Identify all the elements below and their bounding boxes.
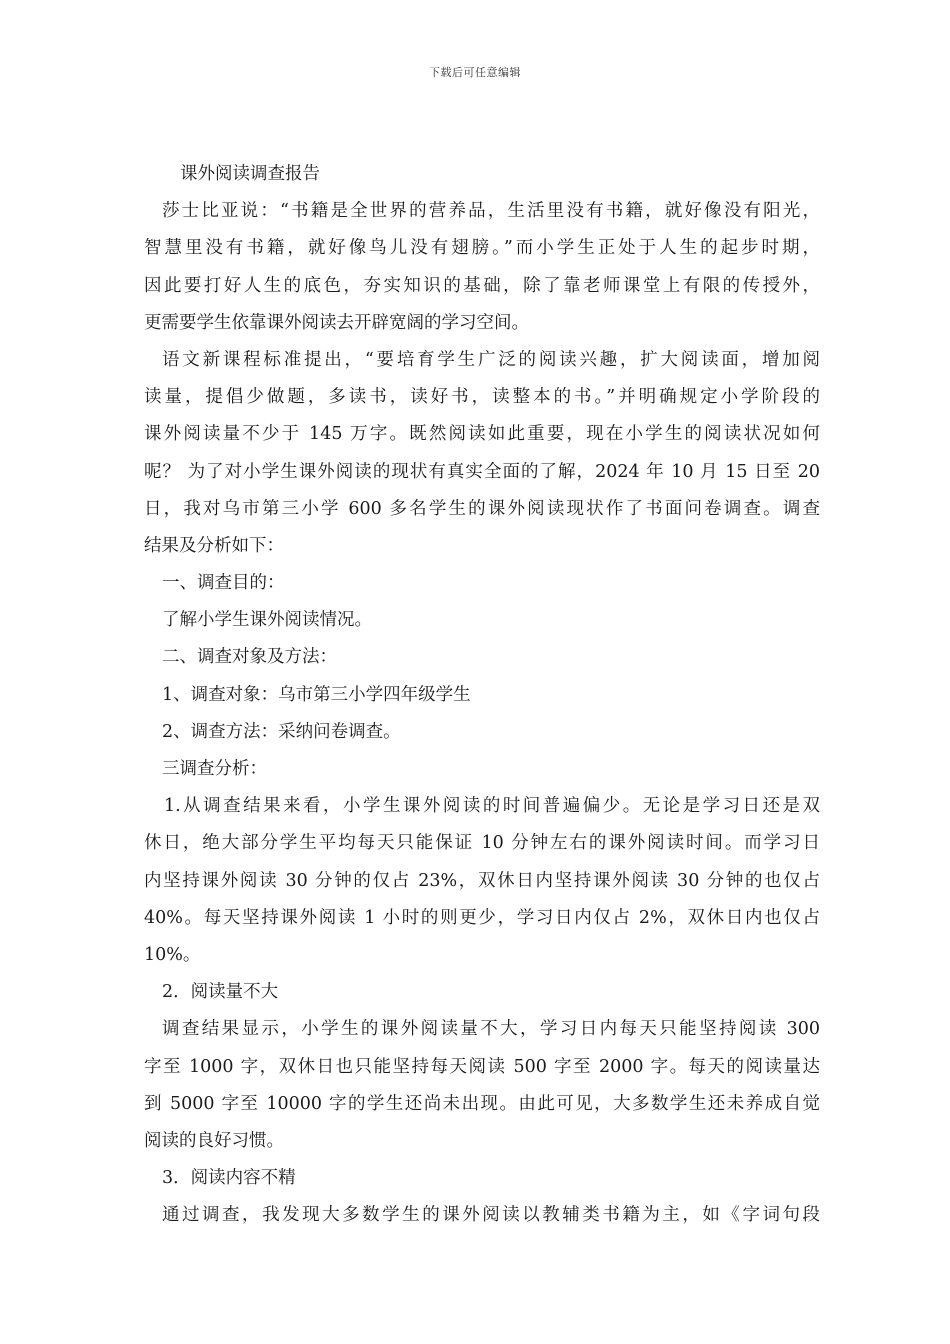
- page-header-note: 下载后可任意编辑: [429, 66, 521, 79]
- paragraph-line: 内坚持课外阅读 30 分钟的仅占 23%，双休日内坚持课外阅读 30 分钟的也仅占: [144, 870, 820, 891]
- paragraph-line: 因此要打好人生的底色，夯实知识的基础，除了靠老师课堂上有限的传授外，: [144, 275, 820, 296]
- paragraph-line: 语文新课程标准提出，“要培育学生广泛的阅读兴趣，扩大阅读面，增加阅: [162, 349, 820, 370]
- paragraph-line: 课外阅读量不少于 145 万字。既然阅读如此重要，现在小学生的阅读状况如何: [144, 424, 820, 445]
- paragraph-line: 日，我对乌市第三小学 600 多名学生的课外阅读现状作了书面问卷调查。调查: [144, 498, 820, 519]
- section-heading: 3．阅读内容不精: [162, 1168, 296, 1189]
- section-heading: 三调查分析：: [162, 759, 267, 779]
- section-heading: 二、调查对象及方法：: [162, 647, 337, 668]
- list-item: 1、调查对象：乌市第三小学四年级学生: [162, 684, 471, 705]
- paragraph-line: 结果及分析如下：: [144, 535, 284, 556]
- paragraph-line: 更需要学生依靠课外阅读去开辟宽阔的学习空间。: [144, 312, 529, 333]
- paragraph-line: 调查结果显示，小学生的课外阅读量不大，学习日内每天只能坚持阅读 300: [162, 1019, 820, 1040]
- paragraph-line: 1.从调查结果来看，小学生课外阅读的时间普遍偏少。无论是学习日还是双: [164, 796, 820, 817]
- paragraph-line: 呢？ 为了对小学生课外阅读的现状有真实全面的了解，2024 年 10 月 15 日至 20: [144, 461, 820, 482]
- section-heading: 一、调查目的：: [162, 573, 285, 594]
- list-item: 2、调查方法：采纳问卷调查。: [162, 721, 401, 742]
- paragraph-line: 通过调查，我发现大多数学生的课外阅读以教辅类书籍为主，如《字词句段: [162, 1205, 820, 1226]
- paragraph-line: 智慧里没有书籍，就好像鸟儿没有翅膀。”而小学生正处于人生的起步时期，: [144, 238, 820, 259]
- paragraph-line: 休日，绝大部分学生平均每天只能保证 10 分钟左右的课外阅读时间。而学习日: [144, 833, 820, 854]
- paragraph-line: 10%。: [144, 944, 201, 965]
- paragraph-line: 阅读的良好习惯。: [144, 1130, 284, 1151]
- paragraph-line: 了解小学生课外阅读情况。: [162, 610, 372, 631]
- document-body: [144, 156, 820, 1234]
- paragraph-line: 40%。每天坚持课外阅读 1 小时的则更少，学习日内仅占 2%，双休日内也仅占: [144, 907, 820, 928]
- paragraph-line: 字至 1000 字，双休日也只能坚持每天阅读 500 字至 2000 字。每天的阅读量达: [144, 1056, 820, 1077]
- section-heading: 2．阅读量不大: [162, 982, 279, 1003]
- paragraph-line: 读量，提倡少做题，多读书，读好书，读整本的书。”并明确规定小学阶段的: [144, 387, 820, 408]
- paragraph-line: 到 5000 字至 10000 字的学生还尚未出现。由此可见，大多数学生还未养成自觉: [144, 1093, 820, 1114]
- paragraph-line: 莎士比亚说：“书籍是全世界的营养品，生活里没有书籍，就好像没有阳光，: [162, 201, 820, 222]
- document-title: 课外阅读调查报告: [180, 164, 320, 184]
